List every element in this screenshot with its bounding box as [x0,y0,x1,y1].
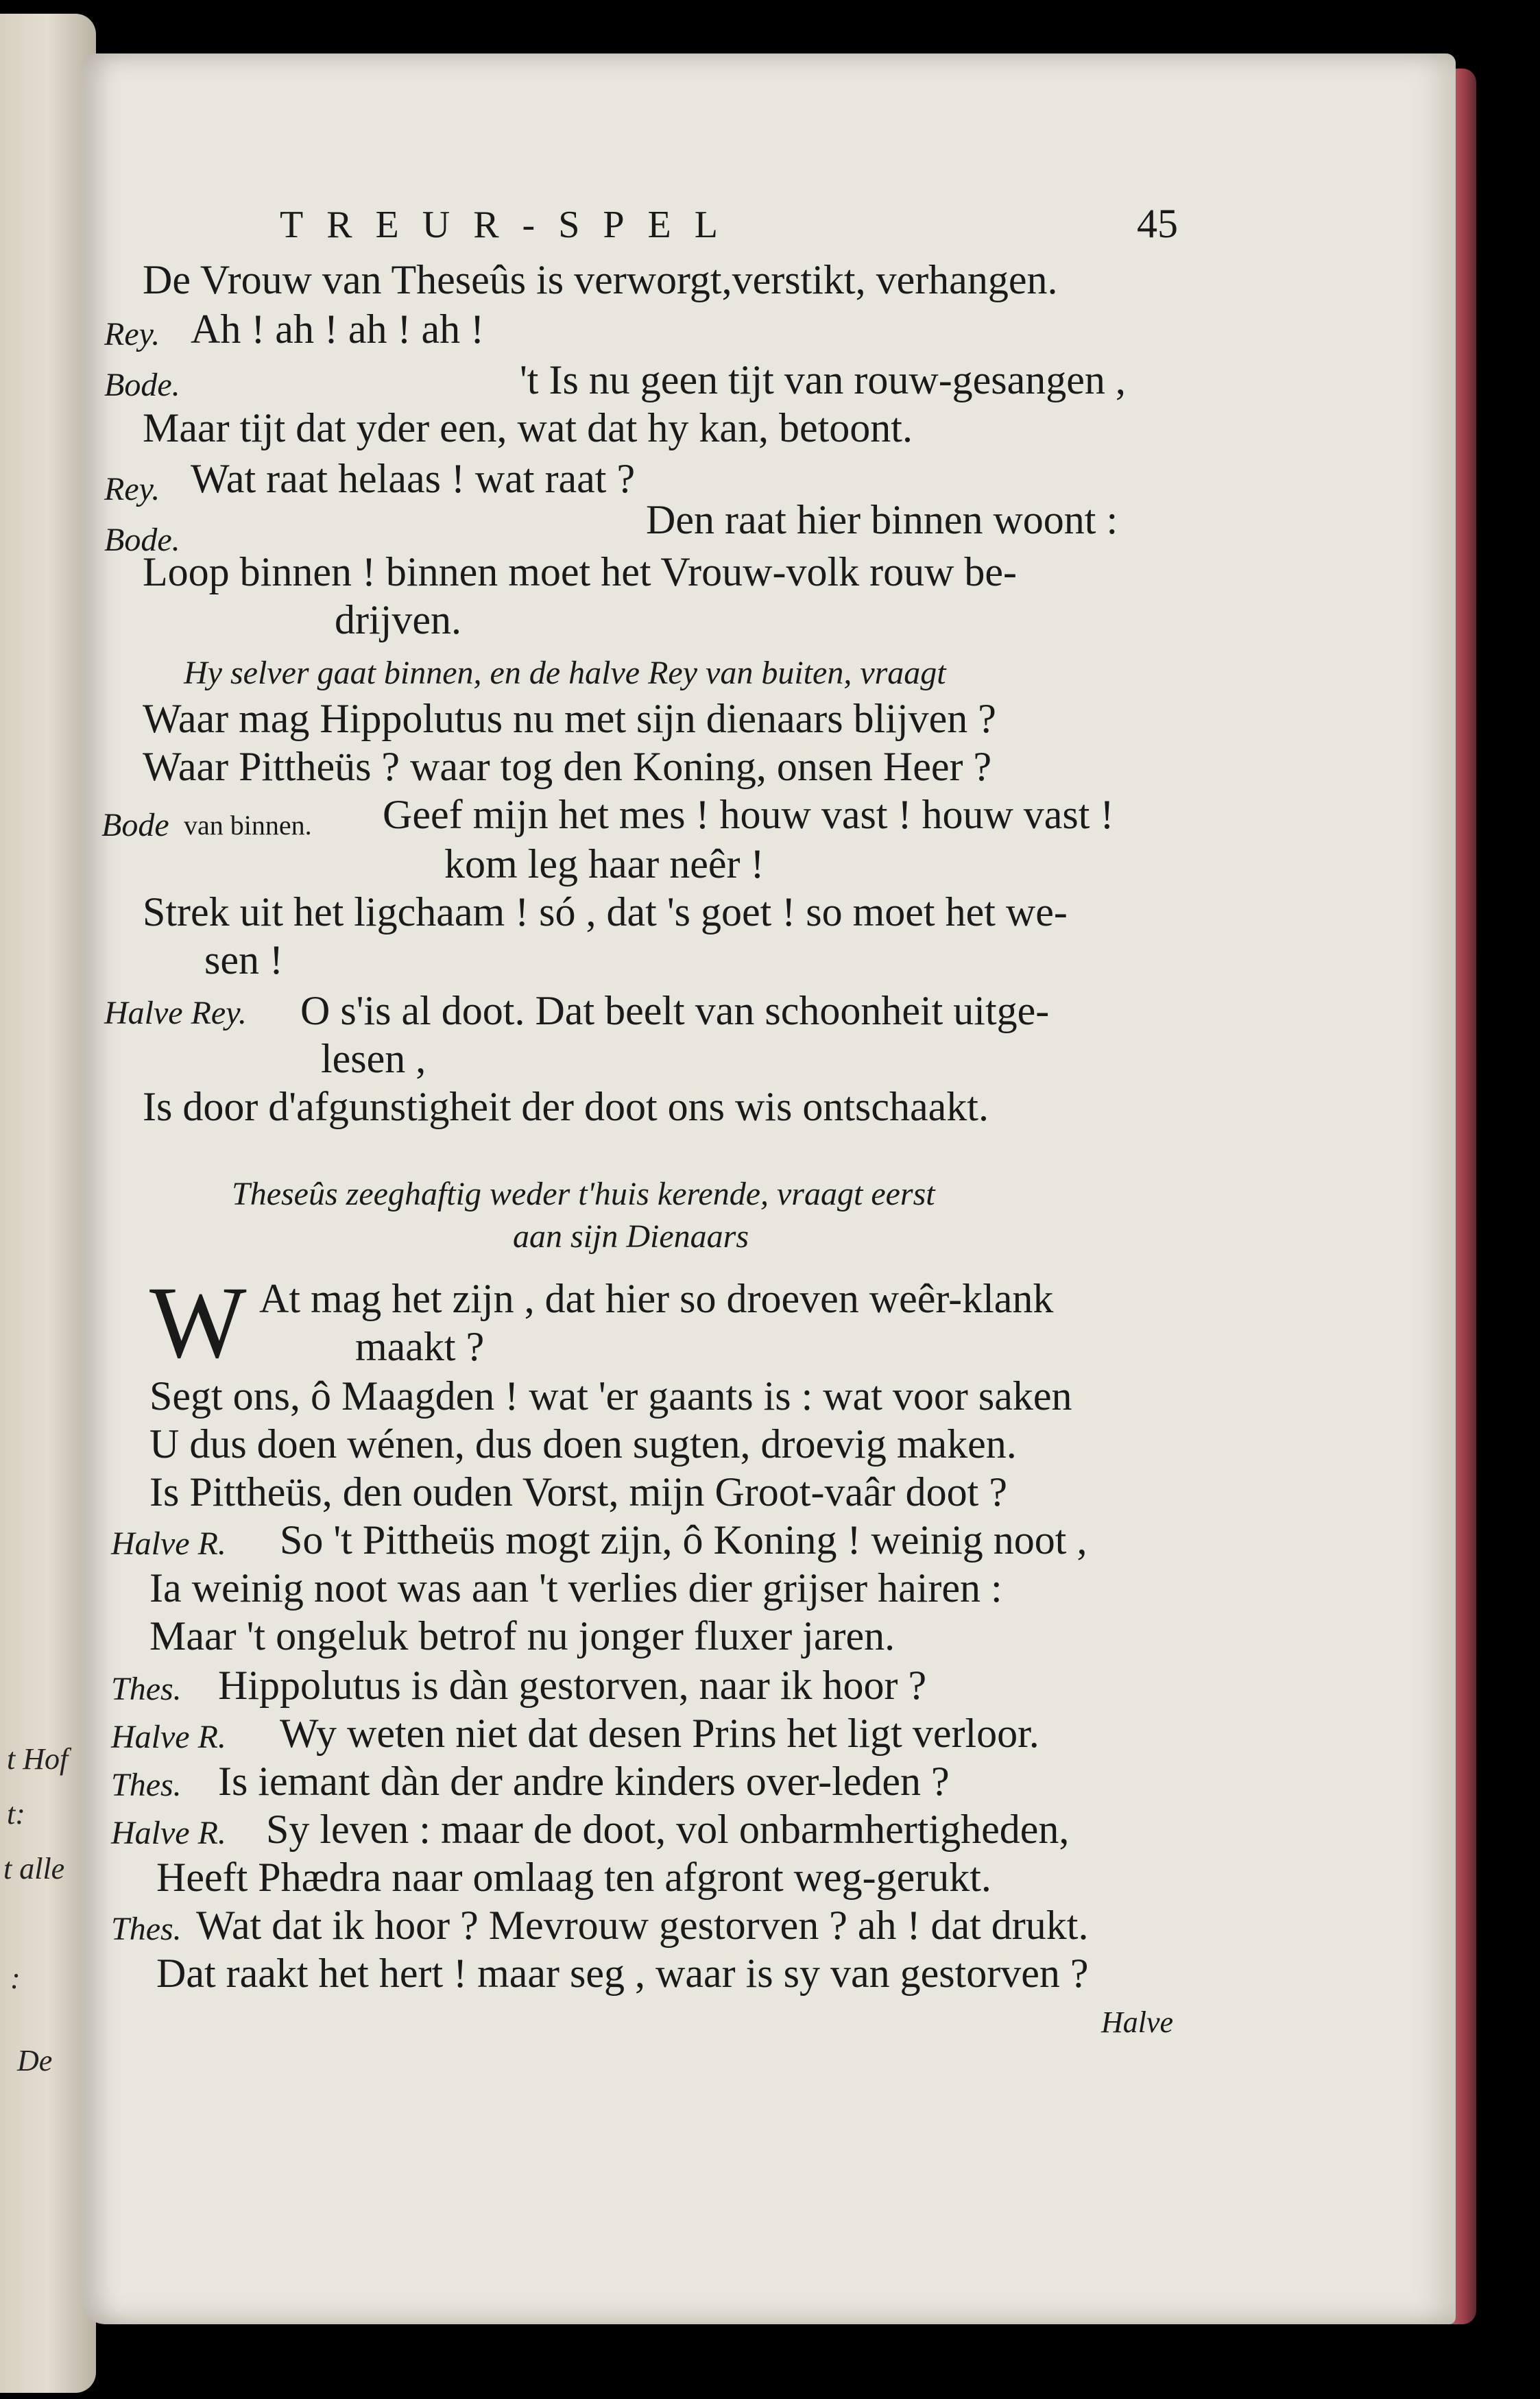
verse-line: sen ! [204,937,283,982]
verse-line: Maar tijt dat yder een, wat dat hy kan, betoont. [143,405,913,450]
speaker-label: Rey. [104,471,160,507]
verse-line: Waar mag Hippolutus nu met sijn dienaars blijven ? [143,696,996,741]
verse-line: Is Pittheüs, den ouden Vorst, mijn Groot-vaâr doot ? [149,1469,1007,1515]
verse-line: Hippolutus is dàn gestorven, naar ik hoor ? [218,1663,927,1708]
verse-line: Waar Pittheüs ? waar tog den Koning, onsen Heer ? [143,744,992,789]
facing-page-fragment: De [17,2044,53,2077]
facing-page-fragment: t Hof [7,1742,69,1776]
book-page [81,53,1456,2324]
verse-line: U dus doen wénen, dus doen sugten, droevig maken. [149,1421,1017,1467]
verse-line: Maar 't ongeluk betrof nu jonger fluxer jaren. [149,1613,895,1659]
verse-line: Geef mijn het mes ! houw vast ! houw vast ! [383,792,1114,837]
verse-line: Loop binnen ! binnen moet het Vrouw-volk rouw be- [143,549,1018,594]
verse-line: De Vrouw van Theseûs is verworgt,verstikt, verhangen. [143,257,1058,302]
speaker-label: Halve R. [111,1526,226,1562]
speaker-label: Bode. [104,522,180,558]
facing-page-fragment: : [10,1962,21,1995]
verse-line: So 't Pittheüs mogt zijn, ô Koning ! weinig noot , [280,1517,1087,1563]
facing-page-fragment: t: [7,1797,25,1831]
speaker-label: Thes. [111,1671,182,1707]
verse-line: Dat raakt het hert ! maar seg , waar is sy van gestorven ? [156,1951,1089,1996]
speaker-label: Rey. [104,316,160,352]
verse-line: Strek uit het ligchaam ! só , dat 's goet ! so moet het we- [143,889,1068,935]
speaker-label: van binnen. [184,810,312,841]
verse-line: 't Is nu geen tijt van rouw-gesangen , [520,357,1126,402]
verse-line: Ah ! ah ! ah ! ah ! [191,306,485,352]
verse-line: Segt ons, ô Maagden ! wat 'er gaants is : wat voor saken [149,1373,1072,1419]
verse-line: Wy weten niet dat desen Prins het ligt verloor. [280,1711,1039,1756]
speaker-label: Halve Rey. [104,995,247,1031]
running-head: TREUR-SPEL [280,204,741,246]
verse-line: lesen , [321,1036,426,1081]
stage-direction: Hy selver gaat binnen, en de halve Rey van buiten, vraagt [184,655,946,691]
facing-page-fragment: t alle [3,1852,65,1885]
verse-line: Wat dat ik hoor ? Mevrouw gestorven ? ah ! dat drukt. [196,1903,1089,1948]
page-number: 45 [1137,201,1178,246]
verse-line: kom leg haar neêr ! [444,841,765,887]
speaker-label: Thes. [111,1911,182,1947]
speaker-label: Bode [101,807,169,843]
verse-line: Is door d'afgunstigheit der doot ons wis ontschaakt. [143,1084,989,1129]
speaker-label: Thes. [111,1767,182,1803]
verse-line: Sy leven : maar de doot, vol onbarmhertigheden, [266,1807,1070,1852]
speaker-label: Halve R. [111,1719,226,1755]
verse-line: O s'is al doot. Dat beelt van schoonheit uitge- [300,988,1050,1033]
verse-line: Den raat hier binnen woont : [646,497,1118,542]
stage-direction: aan sijn Dienaars [513,1218,749,1255]
verse-line: Heeft Phædra naar omlaag ten afgront weg-gerukt. [156,1855,991,1900]
stage-direction: Theseûs zeeghaftig weder t'huis kerende, vraagt eerst [232,1176,935,1212]
verse-line: Ia weinig noot was aan 't verlies dier grijser hairen : [149,1565,1002,1611]
drop-cap: W [149,1266,247,1379]
speaker-label: Bode. [104,367,180,403]
verse-line: drijven. [335,597,461,642]
verse-line: At mag het zijn , dat hier so droeven weêr-klank [259,1276,1054,1321]
verse-line: Is iemant dàn der andre kinders over-leden ? [218,1759,950,1804]
verse-line: maakt ? [355,1324,485,1369]
verse-line: Wat raat helaas ! wat raat ? [191,456,636,501]
speaker-label: Halve R. [111,1815,226,1851]
catchword: Halve [1101,2005,1174,2039]
